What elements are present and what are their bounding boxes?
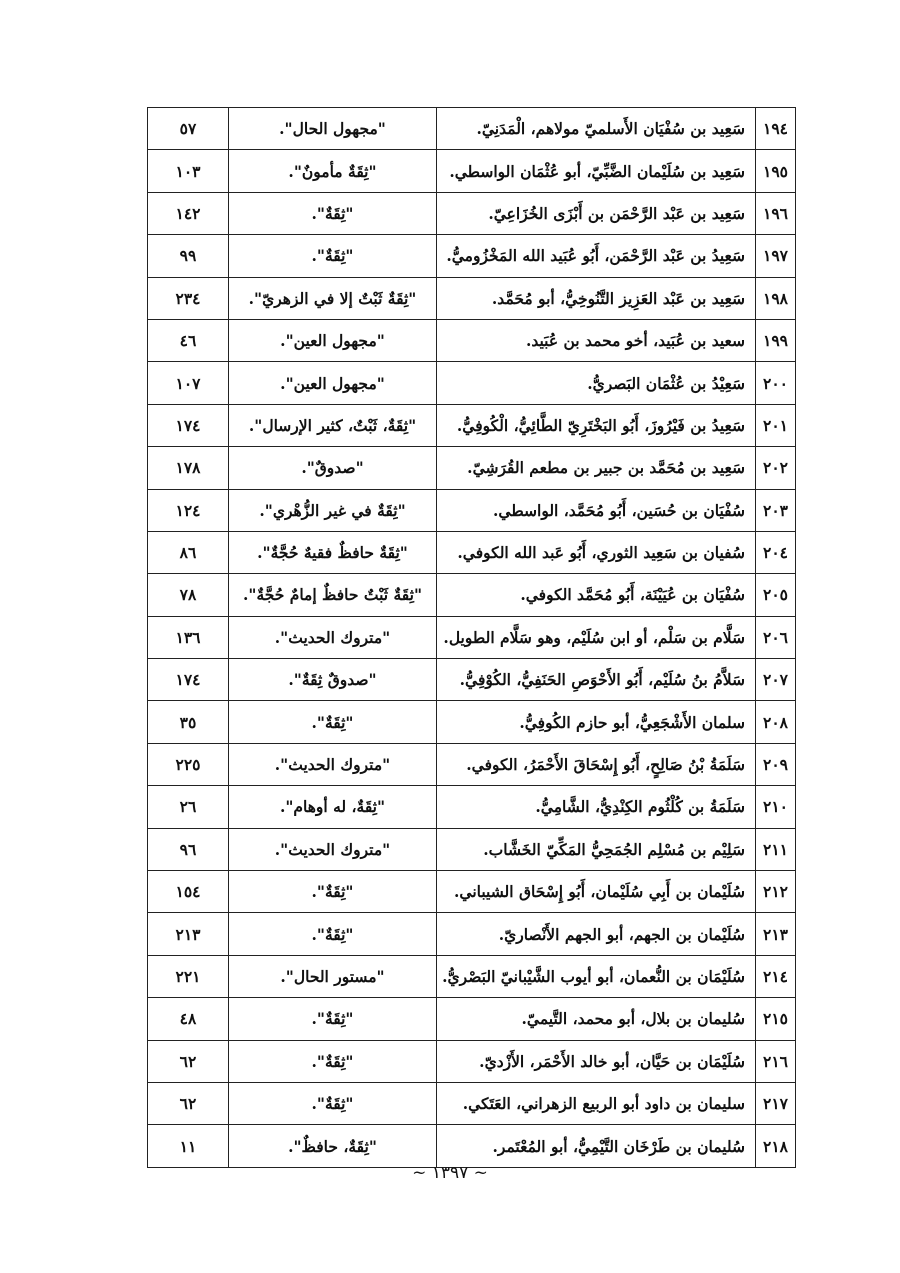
narrator-grade: "ثِقَةٌ". bbox=[229, 1040, 437, 1082]
table-row bbox=[148, 447, 796, 489]
narrator-name: سُفيان بن سَعِيد الثوري، أَبُو عَبد الله الكوفي. bbox=[437, 531, 756, 573]
narrator-name: سَعِيد بن سُفْيَان الأَسلميّ مولاهم، الْمَدَنِيّ. bbox=[437, 108, 756, 150]
row-number: ٢١٥ bbox=[756, 998, 796, 1040]
row-number: ٢١٨ bbox=[756, 1125, 796, 1167]
narrator-name: سليمان بن داود أبو الربيع الزهراني، العَتَكي. bbox=[437, 1082, 756, 1124]
narrator-grade: "متروك الحديث". bbox=[229, 616, 437, 658]
narrator-name: سَعِيدُ بن عَبْد الرَّحْمَن، أَبُو عُبَيد الله المَخْزُوميُّ. bbox=[437, 235, 756, 277]
row-number: ١٩٥ bbox=[756, 150, 796, 192]
page-number: ~ ١٣٩٧ ~ bbox=[412, 1163, 488, 1183]
page-reference: ٣٥ bbox=[148, 701, 229, 743]
table-row bbox=[148, 362, 796, 404]
row-number: ١٩٤ bbox=[756, 108, 796, 150]
page-reference: ٩٦ bbox=[148, 828, 229, 870]
table-row bbox=[148, 404, 796, 446]
table-row bbox=[148, 998, 796, 1040]
narrator-grade: "ثِقَةٌ حافظٌ فقيهٌ حُجَّةٌ". bbox=[229, 531, 437, 573]
table-row bbox=[148, 150, 796, 192]
table-row bbox=[148, 192, 796, 234]
page-reference: ١٢٤ bbox=[148, 489, 229, 531]
narrator-name: سُلَيْمان بن الجهم، أبو الجهم الأَنْصاريّ. bbox=[437, 913, 756, 955]
table-row bbox=[148, 913, 796, 955]
narrator-name: سَعِيد بن عَبْد الرَّحْمَن بن أَبْزَى الخُزَاعِيّ. bbox=[437, 192, 756, 234]
row-number: ٢١١ bbox=[756, 828, 796, 870]
row-number: ٢٠١ bbox=[756, 404, 796, 446]
narrator-grade: "ثِقَةٌ، حافظٌ". bbox=[229, 1125, 437, 1167]
page-reference: ٧٨ bbox=[148, 574, 229, 616]
narrator-name: سَلَّام بن سَلْم، أو ابن سُلَيْم، وهو سَلَّام الطويل. bbox=[437, 616, 756, 658]
page-reference: ٩٩ bbox=[148, 235, 229, 277]
page-reference: ٢٢٥ bbox=[148, 743, 229, 785]
table-row bbox=[148, 786, 796, 828]
row-number: ١٩٦ bbox=[756, 192, 796, 234]
row-number: ٢١٢ bbox=[756, 871, 796, 913]
narrator-name: سُليمان بن طَرْخَان التَّيْمِيُّ، أبو المُعْتَمر. bbox=[437, 1125, 756, 1167]
page-reference: ١٠٣ bbox=[148, 150, 229, 192]
row-number: ٢١٣ bbox=[756, 913, 796, 955]
page-reference: ٢٣٤ bbox=[148, 277, 229, 319]
page-reference: ١٠٧ bbox=[148, 362, 229, 404]
narrator-name: سلمان الأَشْجَعِيُّ، أبو حازم الكُوفِيُّ. bbox=[437, 701, 756, 743]
narrator-grade: "متروك الحديث". bbox=[229, 743, 437, 785]
table-row bbox=[148, 743, 796, 785]
page-reference: ١٧٤ bbox=[148, 404, 229, 446]
narrator-name: سَلِيْم بن مُسْلِم الجُمَحِيُّ المَكِّيّ الخَشَّاب. bbox=[437, 828, 756, 870]
narrators-table bbox=[147, 107, 796, 1168]
row-number: ٢٠٥ bbox=[756, 574, 796, 616]
row-number: ٢١٤ bbox=[756, 955, 796, 997]
row-number: ١٩٨ bbox=[756, 277, 796, 319]
narrator-grade: "ثِقَةٌ". bbox=[229, 871, 437, 913]
narrator-grade: "مجهول الحال". bbox=[229, 108, 437, 150]
narrator-grade: "ثِقَةٌ ثَبْتٌ حافظٌ إمامٌ حُجَّةٌ". bbox=[229, 574, 437, 616]
page-reference: ٥٧ bbox=[148, 108, 229, 150]
narrators-table-body bbox=[148, 108, 796, 1168]
narrator-name: سُليمان بن بلال، أبو محمد، التَّيميّ. bbox=[437, 998, 756, 1040]
page-reference: ٨٦ bbox=[148, 531, 229, 573]
narrator-grade: "مجهول العين". bbox=[229, 319, 437, 361]
table-row bbox=[148, 108, 796, 150]
page-reference: ٦٢ bbox=[148, 1040, 229, 1082]
row-number: ٢٠٠ bbox=[756, 362, 796, 404]
table-row bbox=[148, 659, 796, 701]
page-reference: ١٧٤ bbox=[148, 659, 229, 701]
narrator-name: سَلاَّمُ بنُ سُلَيْم، أَبُو الأَحْوَصِ الحَنَفِيُّ، الكُوْفِيُّ. bbox=[437, 659, 756, 701]
narrator-name: سُلَيْمَان بن حَيَّان، أبو خالد الأَحْمَر، الأَزْديّ. bbox=[437, 1040, 756, 1082]
page-reference: ٢٢١ bbox=[148, 955, 229, 997]
page-reference: ١٣٦ bbox=[148, 616, 229, 658]
page-reference: ٤٦ bbox=[148, 319, 229, 361]
narrator-name: سعيد بن عُبَيد، أخو محمد بن عُبَيد. bbox=[437, 319, 756, 361]
narrator-grade: "ثِقَةٌ". bbox=[229, 192, 437, 234]
table-row bbox=[148, 701, 796, 743]
page-reference: ٢١٣ bbox=[148, 913, 229, 955]
table-row bbox=[148, 1125, 796, 1167]
row-number: ٢٠٩ bbox=[756, 743, 796, 785]
table-row bbox=[148, 616, 796, 658]
table-row bbox=[148, 1040, 796, 1082]
narrator-grade: "ثِقَةٌ، ثَبْتٌ، كثير الإرسال". bbox=[229, 404, 437, 446]
narrator-grade: "صدوقٌ ثِقَةٌ". bbox=[229, 659, 437, 701]
narrator-grade: "صدوقٌ". bbox=[229, 447, 437, 489]
table-row bbox=[148, 277, 796, 319]
narrator-name: سَعِيْدُ بن عُثْمَان البَصريُّ. bbox=[437, 362, 756, 404]
narrator-grade: "ثِقَةٌ ثَبْتٌ إلا في الزهريّ". bbox=[229, 277, 437, 319]
table-row bbox=[148, 871, 796, 913]
narrator-grade: "متروك الحديث". bbox=[229, 828, 437, 870]
narrator-grade: "ثِقَةٌ". bbox=[229, 913, 437, 955]
row-number: ٢٠٦ bbox=[756, 616, 796, 658]
page-reference: ١٧٨ bbox=[148, 447, 229, 489]
narrator-grade: "مجهول العين". bbox=[229, 362, 437, 404]
page-reference: ١٤٢ bbox=[148, 192, 229, 234]
table-row bbox=[148, 828, 796, 870]
table-row bbox=[148, 1082, 796, 1124]
page-reference: ٦٢ bbox=[148, 1082, 229, 1124]
row-number: ٢١٧ bbox=[756, 1082, 796, 1124]
table-row bbox=[148, 955, 796, 997]
narrator-grade: "ثِقَةٌ". bbox=[229, 1082, 437, 1124]
narrator-grade: "ثِقَةٌ، له أوهام". bbox=[229, 786, 437, 828]
row-number: ٢٠٤ bbox=[756, 531, 796, 573]
narrator-name: سَلَمَةُ بن كُلْثُوم الكِنْدِيُّ، الشَّامِيُّ. bbox=[437, 786, 756, 828]
narrator-grade: "ثِقَةٌ". bbox=[229, 701, 437, 743]
narrator-name: سَعِيد بن عَبْد العَزِيز التَّنُوخِيُّ، أبو مُحَمَّد. bbox=[437, 277, 756, 319]
table-row bbox=[148, 531, 796, 573]
narrator-grade: "ثِقَةٌ في غير الزُّهْري". bbox=[229, 489, 437, 531]
row-number: ٢٠٧ bbox=[756, 659, 796, 701]
narrator-grade: "ثِقَةٌ مأمونٌ". bbox=[229, 150, 437, 192]
row-number: ٢١٦ bbox=[756, 1040, 796, 1082]
narrator-name: سَعِيدُ بن فَيْرُوزَ، أَبُو البَخْتَرِيّ الطَّائِيُّ، الْكُوفِيُّ. bbox=[437, 404, 756, 446]
narrator-name: سُفْيَان بن حُسَين، أَبُو مُحَمَّد، الواسطي. bbox=[437, 489, 756, 531]
row-number: ٢٠٨ bbox=[756, 701, 796, 743]
table-row bbox=[148, 489, 796, 531]
table-row bbox=[148, 574, 796, 616]
page-reference: ١١ bbox=[148, 1125, 229, 1167]
narrator-name: سَعِيد بن سُلَيْمان الضَّبِّيّ، أبو عُثْمَان الواسطي. bbox=[437, 150, 756, 192]
table-row bbox=[148, 235, 796, 277]
narrator-name: سُلَيْمان بن أَبِي سُلَيْمان، أَبُو إِسْحَاق الشيباني. bbox=[437, 871, 756, 913]
page-reference: ١٥٤ bbox=[148, 871, 229, 913]
row-number: ٢٠٢ bbox=[756, 447, 796, 489]
narrator-grade: "مستور الحال". bbox=[229, 955, 437, 997]
row-number: ٢١٠ bbox=[756, 786, 796, 828]
narrator-name: سَعِيد بن مُحَمَّد بن جبير بن مطعم القُرَشِيّ. bbox=[437, 447, 756, 489]
page-reference: ٢٦ bbox=[148, 786, 229, 828]
narrator-name: سُفْيَان بن عُيَيْنَة، أَبُو مُحَمَّد الكوفي. bbox=[437, 574, 756, 616]
table-row bbox=[148, 319, 796, 361]
row-number: ١٩٧ bbox=[756, 235, 796, 277]
narrator-name: سُلَيْمَان بن النُّعمان، أبو أيوب الشَّيْبانيّ البَصْريُّ. bbox=[437, 955, 756, 997]
narrator-grade: "ثِقَةٌ". bbox=[229, 998, 437, 1040]
narrator-grade: "ثِقَةٌ". bbox=[229, 235, 437, 277]
narrator-name: سَلَمَةُ بْنُ صَالِحٍ، أَبُو إِسْحَاقَ الأَحْمَرُ، الكوفي. bbox=[437, 743, 756, 785]
row-number: ٢٠٣ bbox=[756, 489, 796, 531]
page-reference: ٤٨ bbox=[148, 998, 229, 1040]
row-number: ١٩٩ bbox=[756, 319, 796, 361]
